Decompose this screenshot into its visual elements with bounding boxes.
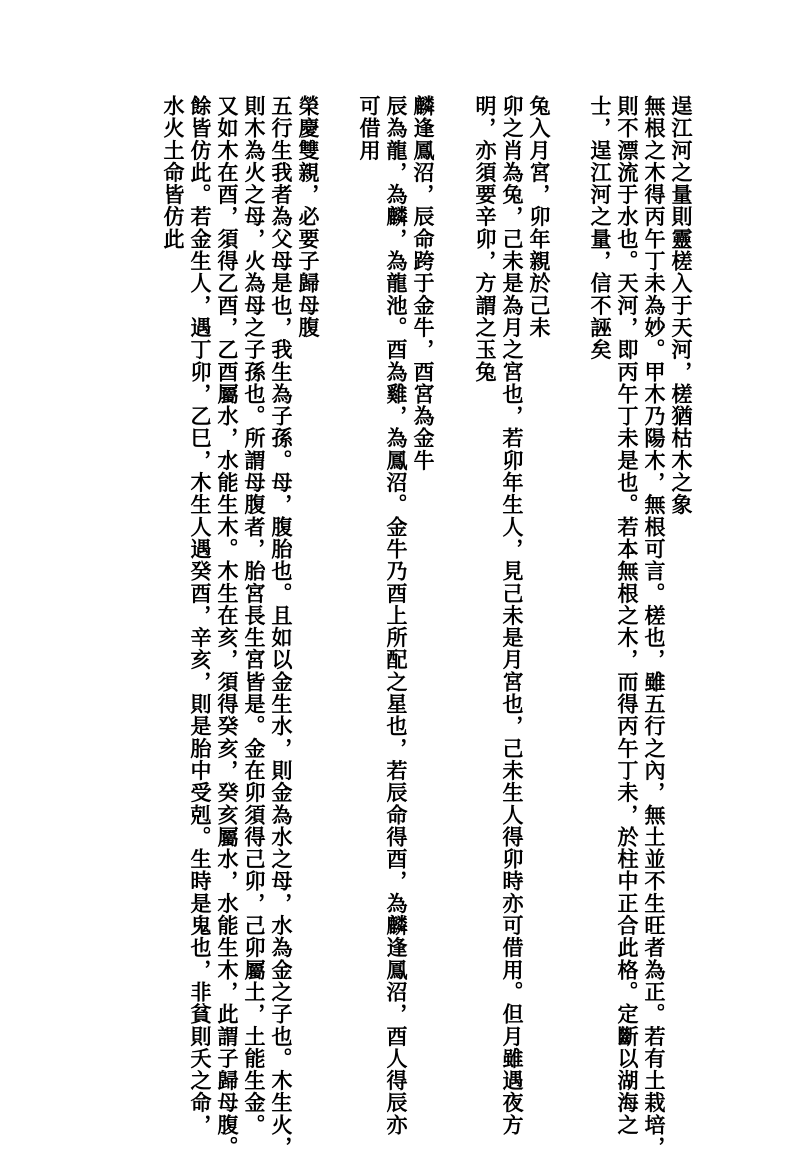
section-heading: 兔入月宮，卯年親於己未 [527, 95, 552, 339]
text-column: 五行生我者為父母是也，我生為子孫。母，腹胎也。且如以金生水，則金為水之母，水為金之子也。木生火， [269, 95, 294, 1158]
text-column: 辰為龍，為麟，為龍池。酉為雞，為鳳沼。金牛乃酉上所配之星也，若辰命得酉，為麟逢鳳沼，酉人得辰亦 [384, 95, 409, 1137]
text-column: 又如木在酉，須得乙酉，乙酉屬水，水能生木。木生在亥，須得癸亥，癸亥屬水，水能生木，此謂子歸母腹。 [215, 95, 240, 1158]
text-column: 卯之肖為兔，己未是為月之宮也，若卯年生人，見己未是月宮也，己未生人得卯時亦可借用。但月雖遇夜方 [500, 95, 525, 1137]
section-heading: 榮慶雙親，必要子歸母腹 [296, 95, 321, 339]
text-column: 士，逞江河之量，信不誣矣 [588, 95, 613, 361]
text-column: 可借用 [357, 95, 382, 162]
section-heading: 逞江河之量則靈槎入于天河，槎猶枯木之象 [669, 95, 694, 516]
text-column: 明，亦須要辛卯，方謂之玉兔 [473, 95, 498, 383]
text-column: 無根之木得丙午丁未為妙。甲木乃陽木，無根可言。槎也，雖五行之內，無土並不生旺者為正。若有土栽培， [642, 95, 667, 1158]
text-column: 水火土命皆仿此 [161, 95, 186, 251]
text-column: 餘皆仿此。若金生人，遇丁卯，乙巳，木生人遇癸酉，辛亥，則是胎中受剋。生時是鬼也，非貧則夭之命， [188, 95, 213, 1137]
text-column: 則不漂流于水也。天河，即丙午丁未是也。若本無根之木，而得丙午丁未，於柱中正合此格。定斷以湖海之 [615, 95, 640, 1137]
section-heading: 麟逢鳳沼，辰命跨于金牛，酉宮為金牛 [411, 95, 436, 472]
text-column: 則木為火之母，火為母之子孫也。所謂母腹者，胎宮長生宮皆是。金在卯須得己卯，己卯屬土，土能生金。 [242, 95, 267, 1137]
